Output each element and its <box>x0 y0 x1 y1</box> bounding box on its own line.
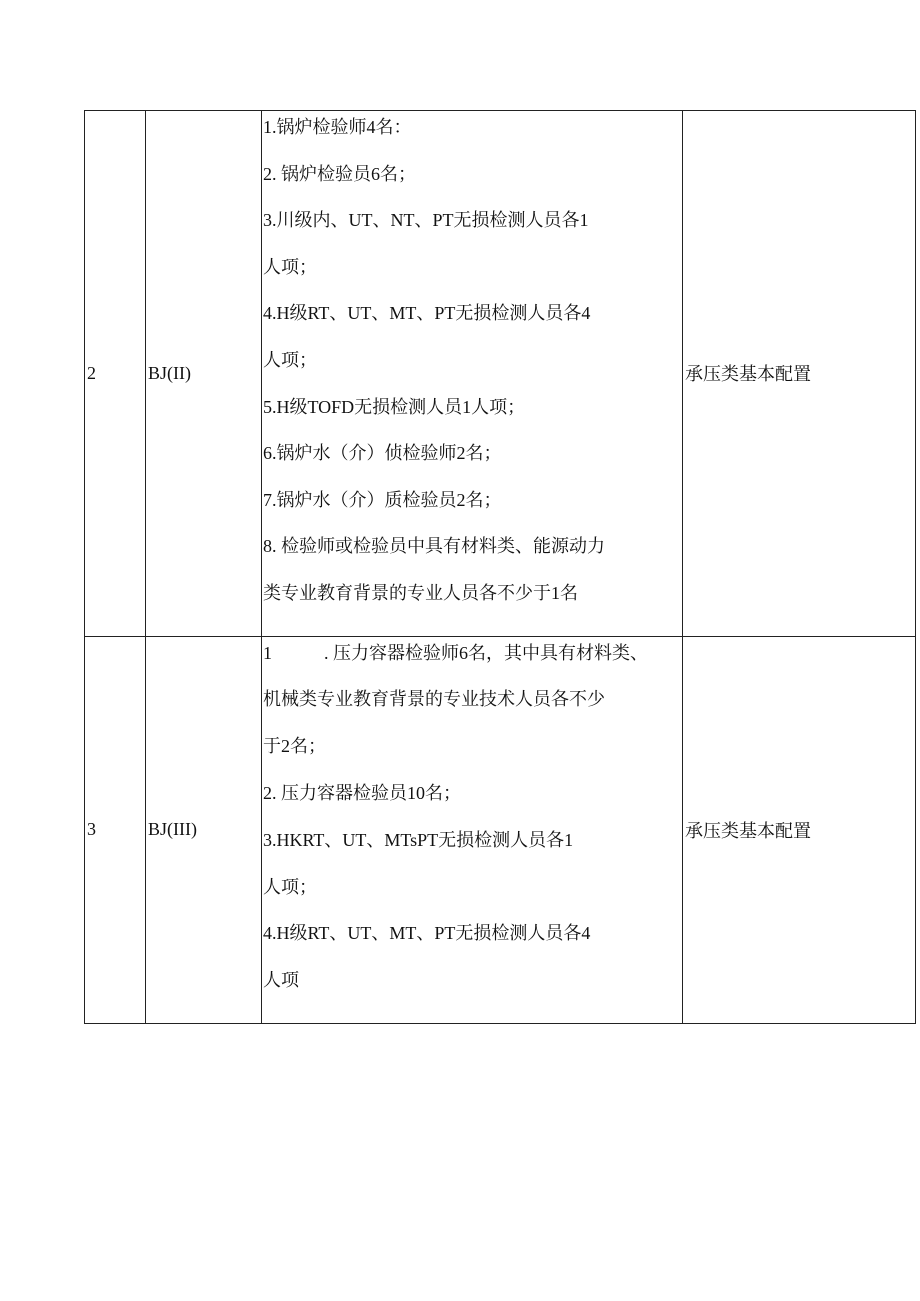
requirement-line: 类专业教育背景的专业人员各不少于1名 <box>263 582 578 603</box>
requirement-line: 人项； <box>263 256 317 277</box>
requirement-line: 人项； <box>263 876 317 897</box>
requirement-line: 3.HKRT、UT、MTsPT无损检测人员各1 <box>263 829 574 850</box>
row-number: 3 <box>85 636 146 1023</box>
requirement-line: 1.锅炉检验师4名： <box>263 117 412 137</box>
requirement-line: 机械类专业教育背景的专业技术人员各不少 <box>263 689 605 710</box>
row-code: BJ(II) <box>146 111 262 637</box>
row-code: BJ(III) <box>146 636 262 1023</box>
table-row <box>85 111 916 637</box>
personnel-requirements-table <box>84 110 916 1024</box>
requirement-line: 2. 锅炉检验员6名； <box>263 163 416 184</box>
item-text: . 压力容器检验师6名，其中具有材料类、 <box>324 642 648 663</box>
table-row <box>85 636 916 1023</box>
requirement-line: 4.H级RT、UT、MT、PT无损检测人员各4 <box>263 923 591 944</box>
requirement-line: 于2名； <box>263 736 326 757</box>
requirement-line: 8. 检验师或检验员中具有材料类、能源动力 <box>263 536 605 557</box>
requirement-line: 2. 压力容器检验员10名； <box>263 782 461 803</box>
requirement-line: 人项 <box>263 970 299 991</box>
config-cell: 承压类基本配置 <box>683 636 916 1023</box>
requirements-cell <box>262 636 683 1023</box>
requirement-line: 3.川级内、UT、NT、PT无损检测人员各1 <box>263 210 589 231</box>
requirements-cell <box>262 111 683 637</box>
requirement-line: 4.H级RT、UT、MT、PT无损检测人员各4 <box>263 303 591 324</box>
requirement-line: 5.H级TOFD无损检测人员1人项； <box>263 396 526 417</box>
requirement-line: 7.锅炉水（介）质检验员2名； <box>263 489 502 510</box>
requirement-line: 6.锅炉水（介）侦检验师2名； <box>263 443 502 464</box>
requirement-line: 人项； <box>263 349 317 370</box>
row-number: 2 <box>85 111 146 637</box>
requirement-line <box>263 639 682 686</box>
item-number: 1 <box>263 642 272 663</box>
config-cell: 承压类基本配置 <box>683 111 916 637</box>
